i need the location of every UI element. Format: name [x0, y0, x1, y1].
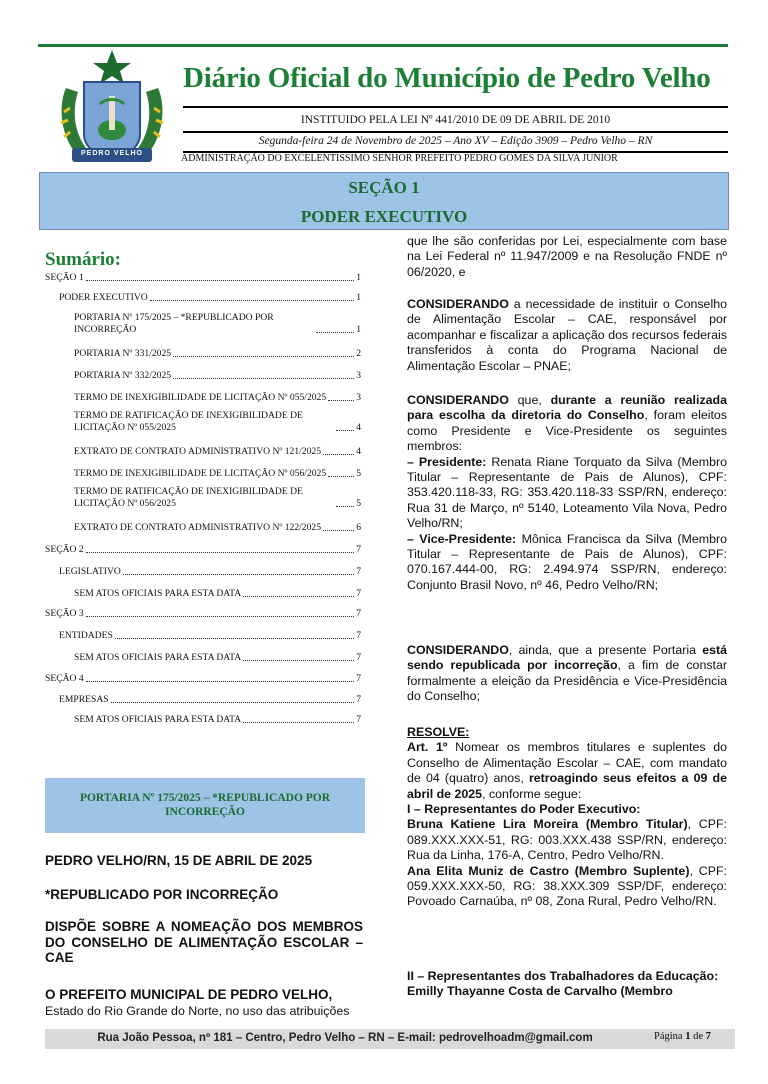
toc-entry-label: SEM ATOS OFICIAIS PARA ESTA DATA: [74, 652, 242, 663]
considerando-2: [407, 393, 727, 593]
toc-entry-label: SEM ATOS OFICIAIS PARA ESTA DATA: [74, 588, 242, 599]
toc-entry[interactable]: [45, 544, 361, 556]
considerando-emphasis: durante a reunião realizada para escolha da diretoria do Conselho: [407, 393, 727, 423]
toc-entry[interactable]: [74, 714, 361, 726]
resolve-heading: RESOLVE:: [407, 725, 470, 739]
toc-entry-page: 5: [356, 468, 361, 479]
toc-entry[interactable]: [74, 392, 361, 404]
resolve-section: [407, 725, 727, 910]
header-rule-1: [183, 106, 728, 108]
toc-entry[interactable]: [59, 566, 361, 578]
member-name: Ana Elita Muniz de Castro (Membro Suplente): [407, 863, 690, 878]
vice-president-label: – Vice-Presidente:: [407, 531, 517, 546]
toc-entry[interactable]: [45, 272, 361, 284]
toc-entry-page: 4: [356, 422, 361, 433]
republicado-note: *REPUBLICADO POR INCORREÇÃO: [45, 887, 279, 902]
administration-line: ADMINISTRAÇÃO DO EXCELENTISSIMO SENHOR PREFEITO PEDRO GOMES DA SILVA JÚNIOR: [181, 153, 618, 164]
intro-text: que lhe são conferidas por Lei, especialmente com base na Lei Federal nº 11.947/2009 e na Resolução FNDE nº 06/2020, e: [407, 234, 727, 279]
toc-entry-page: 3: [356, 370, 361, 381]
toc-entry-page: 1: [356, 324, 361, 335]
logo-ribbon-text: PEDRO VELHO: [81, 150, 143, 157]
toc-entry-label: PODER EXECUTIVO: [59, 292, 148, 303]
article-text: , conforme segue:: [482, 786, 582, 801]
toc-entry-label: TERMO DE INEXIGIBILIDADE DE LICITAÇÃO Nº 055/2025: [74, 392, 327, 403]
toc-entry-label: SEÇÃO 3: [45, 608, 84, 619]
toc-entry-label: EMPRESAS: [59, 694, 109, 705]
toc-entry[interactable]: [74, 312, 361, 336]
toc-entry-page: 7: [356, 608, 361, 619]
toc-entry-page: 4: [356, 446, 361, 457]
toc-entry-page: 7: [356, 652, 361, 663]
toc-entry-label: EXTRATO DE CONTRATO ADMINISTRATIVO Nº 122/2025: [74, 522, 321, 533]
vice-president-text: Mônica Francisca da Silva (Membro Titular – Representante de Pais de Alunos), CPF: 070.167.444-00, RG: 2.494.974 SSP/RN, endereço: Conjunto Brasil Novo, nº 46, Pedro Velho/RN;: [407, 531, 727, 592]
considerando-text: , ainda, que a presente Portaria: [508, 643, 703, 657]
president-text: Renata Riane Torquato da Silva (Membro Titular – Representante de Pais de Alunos), CPF: 353.420.118-33, RG: 353.420.118-33 SSP/RN, endereço: Rua 31 de Março, nº 5140, Loteamento Vila Nova, Pedro Velho/RN;: [407, 454, 727, 531]
article-emphasis: retroagindo seus efeitos a 09 de abril de 2025: [407, 771, 727, 801]
page-current: 1: [685, 1031, 691, 1042]
footer-address: Rua João Pessoa, nº 181 – Centro, Pedro Velho – RN – E-mail: pedrovelhoadm@gmail.com: [97, 1032, 593, 1044]
considerando-1: [407, 297, 727, 374]
toc-entry-page: 5: [356, 498, 361, 509]
toc-entry-page: 7: [356, 714, 361, 725]
page-mid: de: [690, 1031, 706, 1042]
article-label: Art. 1º: [407, 740, 448, 755]
toc-entry[interactable]: [74, 410, 361, 434]
toc-entry-page: 7: [356, 588, 361, 599]
institution-law: INSTITUIDO PELA LEI Nº 441/2010 DE 09 DE ABRIL DE 2010: [300, 114, 611, 126]
considerando-emphasis: está sendo republicada por incorreção: [407, 643, 727, 673]
toc-entry[interactable]: [74, 446, 361, 458]
portaria-ementa: DISPÕE SOBRE A NOMEAÇÃO DOS MEMBROS DO CONSELHO DE ALIMENTAÇÃO ESCOLAR – CAE: [45, 919, 363, 965]
summary-heading: Sumário:: [45, 249, 121, 270]
intro-paragraph: [407, 234, 727, 280]
considerando-keyword: CONSIDERANDO: [407, 393, 509, 407]
toc-entry-label: SEM ATOS OFICIAIS PARA ESTA DATA: [74, 714, 242, 725]
toc-entry[interactable]: [74, 348, 361, 360]
toc-entry-label: EXTRATO DE CONTRATO ADMINISTRATIVO Nº 121/2025: [74, 446, 321, 457]
toc-entry[interactable]: [59, 694, 361, 706]
prefeito-heading: O PREFEITO MUNICIPAL DE PEDRO VELHO,: [45, 987, 333, 1002]
group-ii-heading: II – Representantes dos Trabalhadores da Educação:: [407, 969, 719, 983]
toc-entry-page: 7: [356, 673, 361, 684]
toc-entry-page: 7: [356, 544, 361, 555]
toc-entry-label: PORTARIA Nº 331/2025: [74, 348, 172, 359]
toc-entry[interactable]: [74, 370, 361, 382]
president-label: – Presidente:: [407, 454, 487, 469]
toc-entry-label: ENTIDADES: [59, 630, 113, 641]
toc-entry-label: PORTARIA Nº 332/2025: [74, 370, 172, 381]
newspaper-title: Diário Oficial do Município de Pedro Velho: [183, 62, 711, 94]
considerando-text: , a fim de constar formalmente a eleição da Presidência e Vice-Presidência do Conselho;: [407, 658, 727, 704]
toc-entry[interactable]: [74, 652, 361, 664]
considerando-text: a necessidade de instituir o Conselho de Alimentação Escolar – CAE, responsável por acompanhar e fiscalizar a aplicação dos recursos federais transferidos à conta do Programa Nacional de Alimentação Escolar – PNAE;: [407, 297, 727, 373]
toc-entry-label: SEÇÃO 1: [45, 272, 84, 283]
toc-entry-label: TERMO DE RATIFICAÇÃO DE INEXIGIBILIDADE DE LICITAÇÃO Nº 055/2025: [74, 410, 303, 433]
portaria-title: PORTARIA Nº 175/2025 – *REPUBLICADO POR INCORREÇÃO: [79, 792, 331, 818]
header-rule-2: [183, 131, 728, 133]
toc-entry[interactable]: [45, 608, 361, 620]
toc-entry-page: 1: [356, 272, 361, 283]
prefeito-text: Estado do Rio Grande do Norte, no uso das atribuições: [45, 1004, 350, 1018]
portaria-date: PEDRO VELHO/RN, 15 DE ABRIL DE 2025: [45, 853, 313, 868]
toc-entry-page: 3: [356, 392, 361, 403]
toc-entry-page: 2: [356, 348, 361, 359]
member-details: , CPF: 059.XXX.XXX-50, RG: 38.XXX.309 SSP/DF, endereço: Povoado Carnaúba, nº 08, Zona Rural, Pedro Velho/RN.: [407, 863, 728, 909]
member-name: Bruna Katiene Lira Moreira (Membro Titular): [407, 817, 688, 832]
toc-entry-label: TERMO DE RATIFICAÇÃO DE INEXIGIBILIDADE DE LICITAÇÃO Nº 056/2025: [74, 486, 303, 509]
group-ii: [407, 969, 727, 1000]
toc-entry-page: 7: [356, 566, 361, 577]
member-details: , CPF: 089.XXX.XXX-51, RG: 003.XXX.438 SSP/RN, endereço: Rua da Linha, 176-A, Centro, Pedro Velho/RN.: [407, 817, 727, 863]
toc-entry[interactable]: [59, 630, 361, 642]
member-name: Emilly Thayanne Costa de Carvalho (Membro: [407, 984, 673, 999]
considerando-text: , foram eleitos como Presidente e Vice-Presidente os seguintes membros:: [407, 408, 727, 454]
considerando-keyword: CONSIDERANDO: [407, 643, 509, 657]
toc-entry[interactable]: [59, 292, 361, 304]
toc-entry[interactable]: [74, 468, 361, 480]
group-i-heading: I – Representantes do Poder Executivo:: [407, 802, 641, 817]
page-indicator: [654, 1031, 711, 1042]
section-subtitle: PODER EXECUTIVO: [300, 207, 468, 226]
section-title: SEÇÃO 1: [348, 178, 420, 197]
star-icon: [93, 50, 131, 84]
edition-line: Segunda-feira 24 de Novembro de 2025 – Ano XV – Edição 3909 – Pedro Velho – RN: [258, 135, 653, 147]
toc-entry-label: SEÇÃO 2: [45, 544, 84, 555]
toc-entry-label: TERMO DE INEXIGIBILIDADE DE LICITAÇÃO Nº 056/2025: [74, 468, 327, 479]
toc-entry-page: 1: [356, 292, 361, 303]
toc-entry[interactable]: [74, 522, 361, 534]
toc-entry[interactable]: [74, 486, 361, 510]
toc-entry[interactable]: [45, 673, 361, 685]
toc-entry-page: 6: [356, 522, 361, 533]
toc-entry-label: PORTARIA Nº 175/2025 – *REPUBLICADO POR INCORREÇÃO: [74, 312, 274, 335]
page-total: 7: [705, 1031, 711, 1042]
toc-entry-page: 7: [356, 694, 361, 705]
top-green-rule: [38, 44, 728, 47]
toc-entry-page: 7: [356, 630, 361, 641]
toc-entry-label: LEGISLATIVO: [59, 566, 121, 577]
considerando-keyword: CONSIDERANDO: [407, 297, 509, 311]
toc-entry-label: SEÇÃO 4: [45, 673, 84, 684]
page-prefix: Página: [654, 1031, 686, 1042]
considerando-text: que,: [508, 393, 551, 407]
toc-entry[interactable]: [74, 588, 361, 600]
article-text: Nomear os membros titulares e suplentes do Conselho de Alimentação Escolar – CAE, com mandato de 04 (quatro) anos,: [407, 740, 728, 786]
considerando-3: [407, 643, 727, 705]
